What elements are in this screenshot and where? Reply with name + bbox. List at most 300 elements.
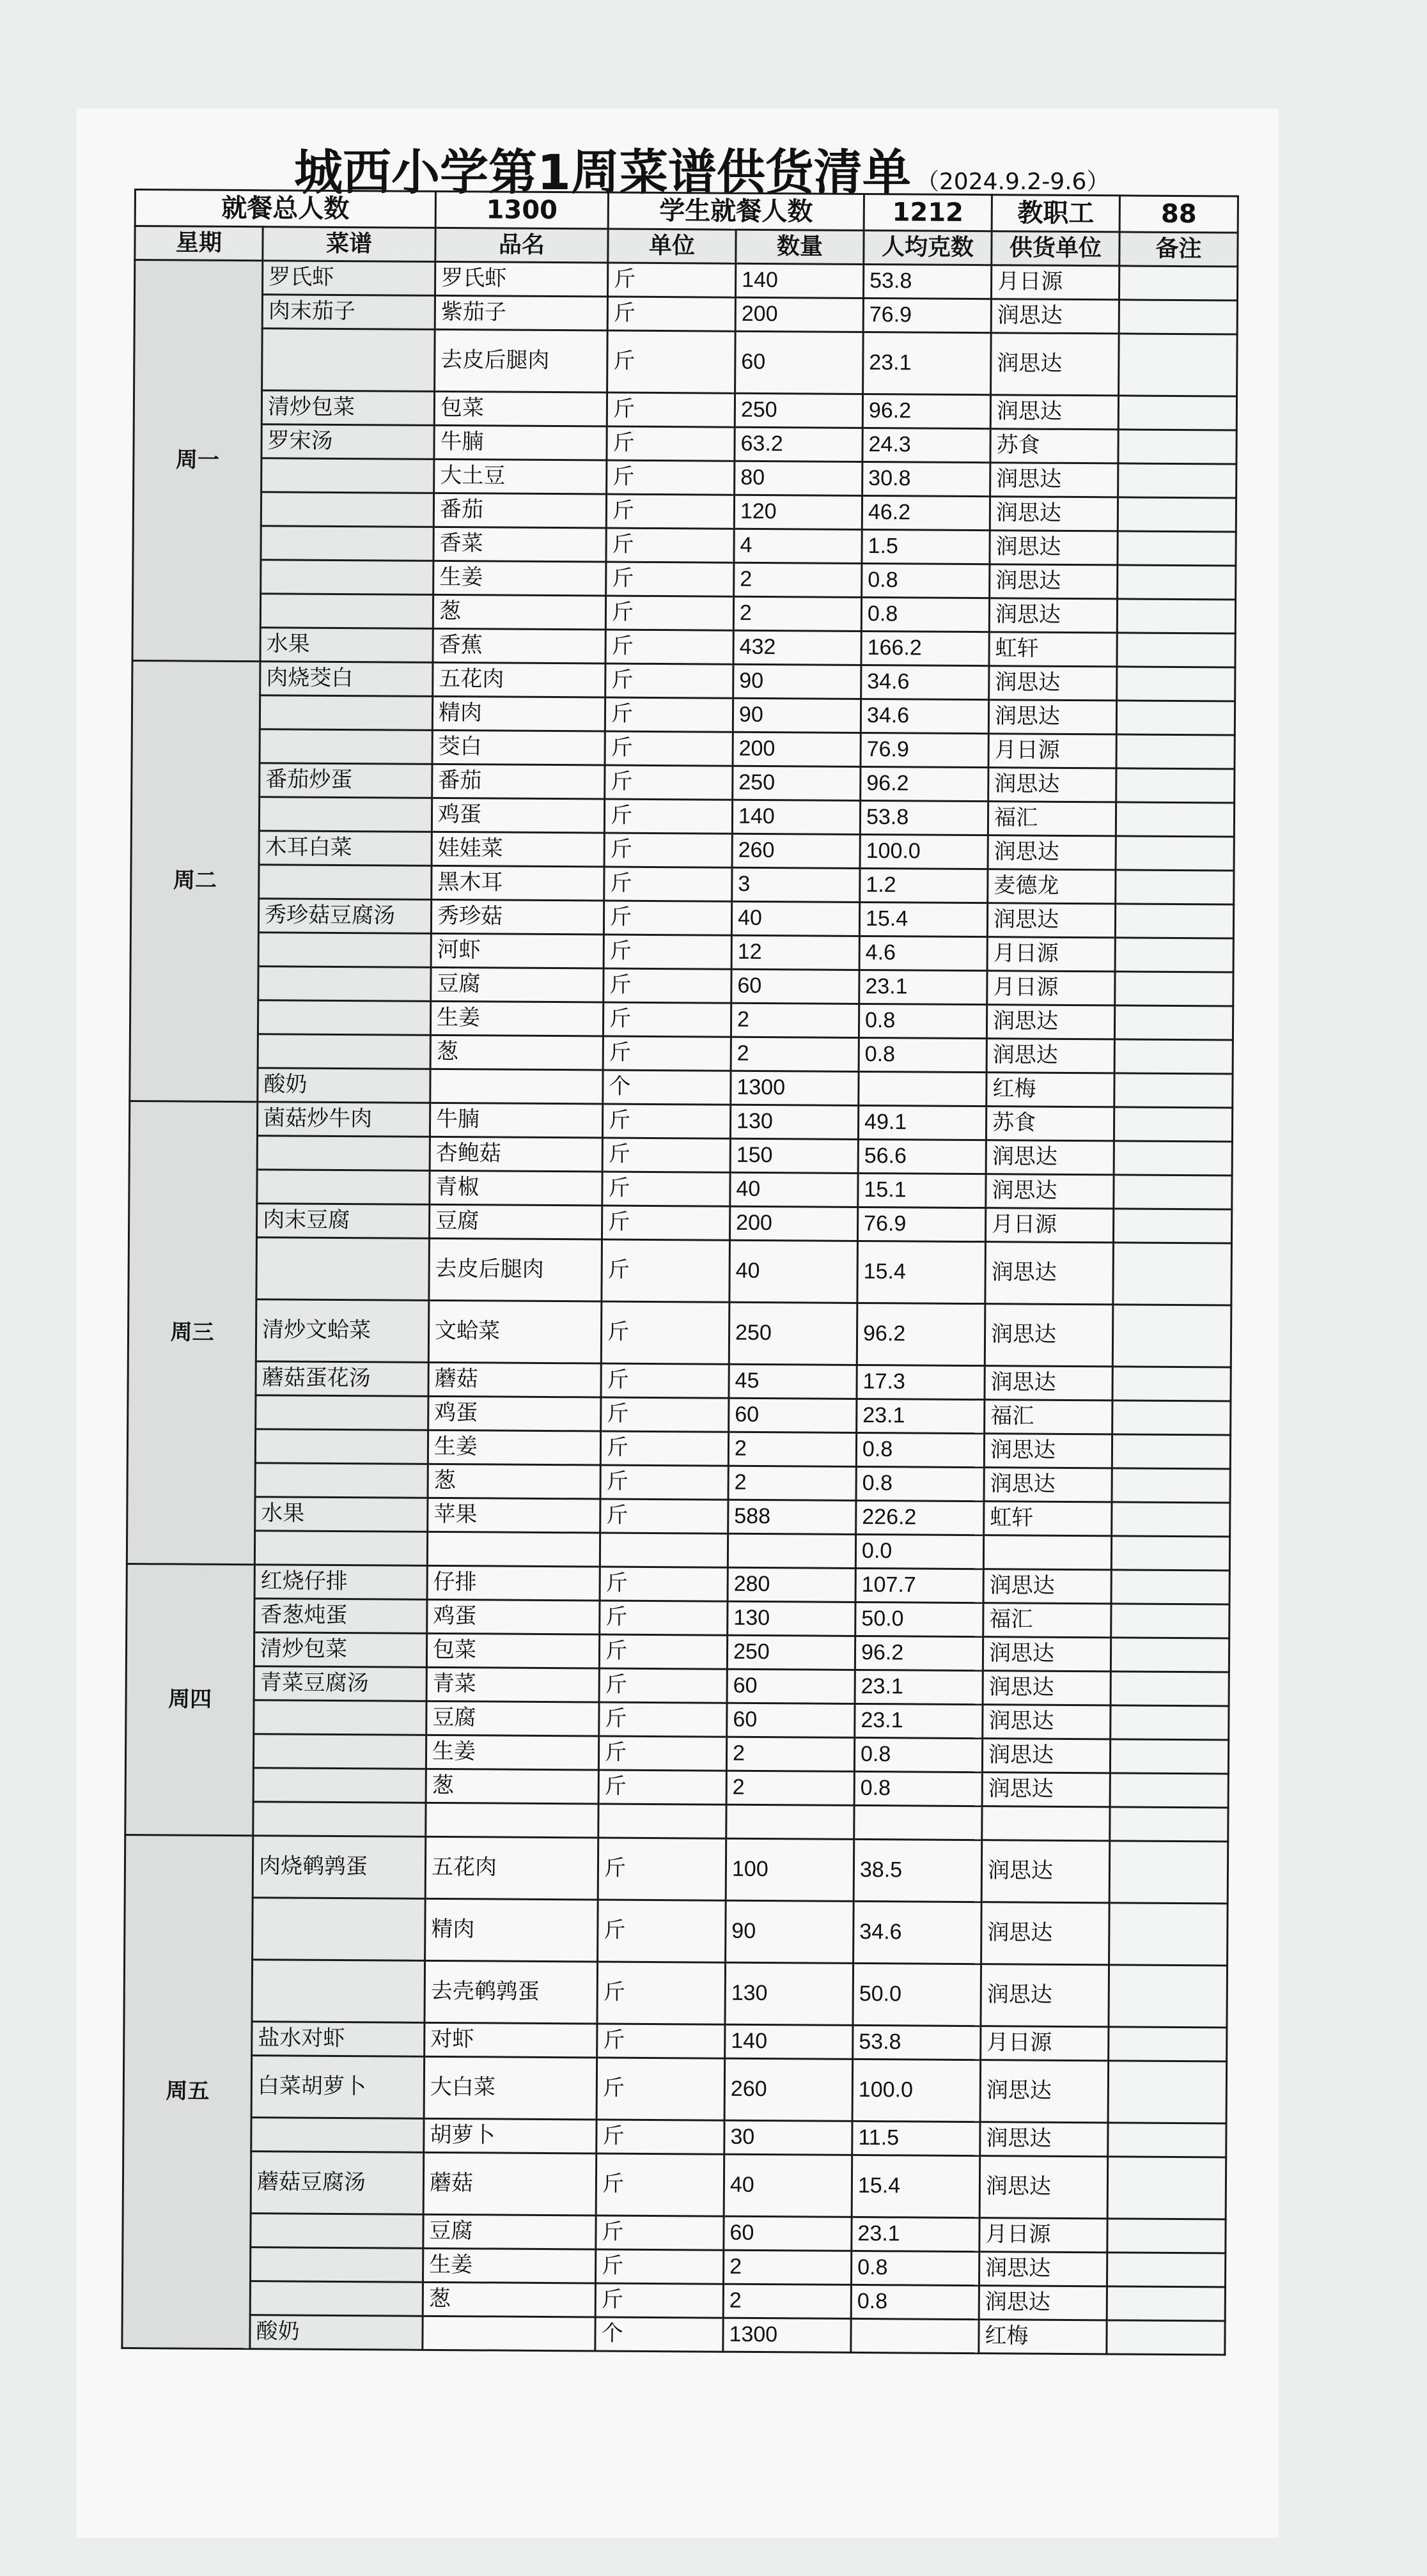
note-cell [1111,1672,1229,1706]
unit-cell: 斤 [606,562,734,596]
unit-cell: 斤 [599,1668,727,1703]
dish-cell [253,1734,426,1769]
total-diners-value: 1300 [435,191,608,229]
unit-cell: 斤 [602,1138,730,1172]
per-capita-cell: 34.6 [861,665,989,699]
unit-cell: 斤 [604,867,732,901]
supplier-cell: 润思达 [980,2122,1108,2157]
dish-cell [253,1898,426,1961]
item-cell: 葱 [426,1769,598,1804]
item-cell: 精肉 [432,696,605,731]
item-cell: 豆腐 [431,967,604,1002]
per-capita-cell: 15.4 [857,1241,986,1303]
note-cell [1114,1073,1233,1108]
dish-cell [261,492,433,527]
note-cell [1109,1903,1228,1966]
unit-cell: 斤 [596,2215,724,2250]
supplier-cell: 润思达 [990,531,1118,565]
weekday-cell: 周四 [125,1563,255,1835]
table-row [125,1897,1228,1966]
unit-cell: 斤 [602,1104,730,1138]
note-cell [1107,2157,1226,2219]
note-cell [1117,633,1235,667]
title-text: 城西小学第1周菜谱供货清单 [294,144,911,201]
per-capita-cell: 17.3 [857,1365,985,1399]
total-diners-label: 就餐总人数 [135,190,435,228]
header-quantity: 数量 [736,229,864,264]
item-cell: 苹果 [428,1498,600,1533]
per-capita-cell: 0.8 [851,2285,979,2319]
item-cell: 葱 [430,1035,603,1070]
item-cell: 大土豆 [434,459,607,494]
dish-cell [258,1034,430,1069]
unit-cell: 斤 [606,528,734,563]
supplier-cell: 润思达 [991,299,1119,334]
quantity-cell: 2 [723,2250,851,2285]
supplier-cell: 润思达 [988,835,1116,870]
note-cell [1111,1638,1229,1672]
note-cell [1110,1773,1228,1808]
item-cell: 五花肉 [425,1836,598,1900]
unit-cell: 斤 [607,330,736,393]
per-capita-cell: 96.2 [861,766,988,801]
dish-cell: 白菜胡萝卜 [251,2056,425,2119]
per-capita-cell: 0.8 [859,1004,986,1038]
supplier-cell: 润思达 [986,1174,1114,1209]
per-capita-cell: 96.2 [857,1303,985,1365]
note-cell [1119,334,1238,396]
supplier-cell: 润思达 [980,2060,1109,2123]
table-row [125,1835,1228,1904]
supplier-cell: 润思达 [981,1902,1110,1965]
header-weekday: 星期 [135,226,263,261]
supplier-cell: 月日源 [985,1208,1113,1243]
table-row [122,2314,1225,2355]
quantity-cell: 40 [731,901,859,936]
item-cell: 去皮后腿肉 [435,329,608,392]
table-row [129,1236,1232,1305]
unit-cell: 斤 [604,935,731,969]
quantity-cell: 60 [727,1703,855,1737]
quantity-cell: 1300 [731,1071,859,1105]
note-cell [1112,1502,1230,1537]
per-capita-cell: 23.1 [863,332,992,394]
item-cell: 茭白 [432,730,605,765]
quantity-cell: 12 [731,935,859,970]
quantity-cell: 280 [728,1567,855,1602]
item-cell: 仔排 [427,1565,600,1601]
per-capita-cell: 34.6 [861,699,988,733]
dish-cell [260,695,432,731]
per-capita-cell: 53.8 [863,264,991,299]
note-cell [1111,1604,1229,1638]
dish-cell: 红烧仔排 [254,1565,427,1600]
item-cell: 豆腐 [426,1701,599,1736]
supplier-cell: 麦德龙 [988,869,1116,904]
dish-cell [258,1000,430,1036]
per-capita-cell [859,1071,986,1106]
dish-cell: 蘑菇蛋花汤 [256,1362,428,1397]
supplier-cell: 润思达 [988,700,1116,734]
dish-cell [260,729,432,764]
quantity-cell: 130 [725,1962,854,2025]
weekday-cell: 周五 [122,1835,253,2348]
unit-cell: 斤 [598,1838,726,1900]
quantity-cell: 45 [729,1364,857,1399]
supplier-cell: 润思达 [981,1964,1109,2027]
unit-cell: 斤 [607,297,735,331]
per-capita-cell: 107.7 [855,1568,983,1602]
supplier-cell: 润思达 [989,666,1117,701]
unit-cell: 个 [603,1070,731,1105]
unit-cell: 个 [595,2317,723,2352]
supplier-cell: 润思达 [985,1366,1112,1401]
unit-cell: 斤 [607,392,735,427]
item-cell: 番茄 [432,764,605,799]
per-capita-cell: 50.0 [853,1963,981,2026]
note-cell [1114,1141,1232,1175]
per-capita-cell: 23.1 [852,2217,979,2251]
dish-cell [261,526,433,561]
table-row [124,1959,1228,2028]
per-capita-cell: 15.1 [858,1173,986,1207]
staff-label: 教职工 [992,195,1119,232]
quantity-cell: 30 [724,2120,852,2155]
header-per-capita: 人均克数 [864,230,992,265]
dish-cell [257,1136,430,1171]
header-notes: 备注 [1119,232,1238,267]
table-row [128,1298,1231,1367]
dish-cell [259,865,432,900]
dish-cell: 清炒文蛤菜 [256,1300,429,1363]
note-cell [1118,463,1236,498]
note-cell [1113,1209,1231,1243]
unit-cell: 斤 [607,263,735,297]
note-cell [1116,836,1234,871]
per-capita-cell: 0.8 [854,1737,982,1772]
note-cell [1115,938,1233,972]
item-cell: 娃娃菜 [432,832,604,867]
staff-value: 88 [1119,196,1238,233]
item-cell: 番茄 [433,493,606,528]
supplier-cell: 润思达 [985,1304,1113,1367]
quantity-cell: 1300 [723,2318,851,2352]
item-cell: 杏鲍菇 [430,1137,602,1172]
per-capita-cell: 0.8 [851,2251,979,2285]
per-capita-cell: 0.8 [856,1466,984,1501]
supplier-cell: 润思达 [988,768,1116,802]
supplier-cell: 月日源 [981,2026,1109,2061]
item-cell: 蘑菇 [423,2152,597,2215]
dish-cell: 肉末茄子 [262,295,435,330]
dish-cell [258,933,431,968]
note-cell [1114,1039,1233,1074]
item-cell: 香菜 [433,527,606,562]
note-cell [1111,1705,1229,1740]
dish-cell: 肉烧鹌鹑蛋 [253,1836,426,1899]
quantity-cell: 60 [727,1669,855,1703]
quantity-cell: 90 [733,698,861,733]
table-row [123,2054,1227,2123]
quantity-cell: 2 [728,1466,856,1500]
per-capita-cell: 24.3 [862,428,990,462]
dish-cell: 蘑菇豆腐汤 [251,2152,424,2215]
quantity-cell: 260 [732,834,860,868]
unit-cell: 斤 [598,1770,726,1804]
item-cell: 葱 [423,2282,595,2317]
unit-cell: 斤 [604,901,731,935]
item-cell: 蘑菇 [428,1362,601,1397]
item-cell: 生姜 [433,561,606,596]
unit-cell: 斤 [599,1702,727,1737]
supplier-cell: 润思达 [984,1468,1112,1502]
quantity-cell: 140 [725,2024,853,2059]
quantity-cell: 200 [735,297,863,332]
note-cell [1107,2286,1225,2321]
note-cell [1108,2061,1227,2123]
quantity-cell: 120 [734,495,862,529]
supplier-cell: 润思达 [986,1140,1114,1175]
unit-cell: 斤 [600,1499,728,1533]
per-capita-cell: 4.6 [859,936,987,970]
item-cell: 精肉 [425,1898,598,1962]
dish-cell [254,1531,427,1566]
note-cell [1119,300,1237,334]
note-cell [1116,734,1235,769]
unit-cell: 斤 [598,1900,726,1962]
supplier-cell: 润思达 [984,1434,1112,1468]
supplier-cell: 月日源 [979,2218,1107,2253]
dish-cell [253,1802,426,1837]
note-cell [1111,1536,1229,1571]
supplier-cell: 润思达 [983,1569,1111,1604]
supplier-cell [983,1535,1111,1570]
quantity-cell: 200 [729,1206,857,1241]
quantity-cell: 140 [732,800,860,834]
item-cell: 生姜 [428,1430,600,1465]
item-cell: 对虾 [425,2022,597,2058]
quantity-cell: 2 [731,1037,859,1071]
supplier-cell: 润思达 [991,333,1119,396]
per-capita-cell: 56.6 [858,1139,986,1174]
dish-cell [255,1463,428,1498]
supplier-cell: 月日源 [988,734,1116,768]
quantity-cell: 2 [733,596,861,631]
per-capita-cell: 100.0 [852,2059,981,2122]
dish-cell [251,2118,424,2153]
dish-cell [260,594,433,629]
note-cell [1109,1841,1228,1904]
note-cell [1118,430,1236,464]
supplier-cell: 苏食 [990,429,1118,463]
dish-cell [256,1238,430,1301]
item-cell: 生姜 [423,2248,596,2283]
quantity-cell: 40 [730,1172,858,1207]
unit-cell [598,1804,726,1838]
item-cell: 青菜 [426,1667,599,1702]
supplier-cell: 润思达 [986,1005,1114,1039]
note-cell [1116,768,1235,803]
supplier-cell: 润思达 [982,1773,1110,1807]
item-cell: 生姜 [430,1001,603,1036]
item-cell: 大白菜 [424,2056,597,2120]
note-cell [1119,266,1237,300]
note-cell [1109,1965,1228,2028]
note-cell [1118,396,1236,430]
quantity-cell: 432 [733,630,861,665]
item-cell: 生姜 [426,1735,598,1770]
per-capita-cell: 0.0 [855,1534,983,1569]
item-cell: 牛腩 [430,1103,602,1138]
unit-cell: 斤 [603,1036,731,1071]
item-cell: 去皮后腿肉 [429,1238,602,1301]
unit-cell: 斤 [602,1206,729,1240]
table-row [123,2150,1226,2219]
note-cell [1118,497,1236,532]
supplier-cell: 润思达 [990,463,1118,497]
supplier-cell: 红梅 [986,1073,1114,1107]
supplier-cell: 福汇 [985,1400,1112,1434]
per-capita-cell: 15.4 [859,902,987,936]
supplier-cell: 润思达 [983,1637,1111,1672]
dish-cell [258,966,431,1002]
item-cell: 秀珍菇 [431,899,604,935]
unit-cell: 斤 [600,1465,728,1500]
note-cell [1116,802,1234,837]
supplier-cell: 润思达 [990,564,1118,599]
per-capita-cell: 23.1 [859,970,987,1004]
unit-cell: 斤 [600,1431,728,1466]
item-cell: 包菜 [434,391,607,426]
quantity-cell: 250 [733,766,861,800]
item-cell: 文蛤菜 [428,1300,602,1363]
item-cell [430,1069,603,1104]
dish-cell [259,797,432,832]
quantity-cell: 60 [724,2216,852,2251]
note-cell [1118,531,1236,566]
dish-cell [261,458,434,493]
dish-cell: 肉烧茭白 [260,662,433,697]
unit-cell [600,1533,728,1567]
dish-cell [256,1395,428,1431]
quantity-cell: 2 [723,2284,851,2318]
supplier-cell: 润思达 [982,1739,1110,1773]
dish-cell: 罗宋汤 [261,424,434,460]
dish-cell [254,1700,426,1735]
supplier-cell: 润思达 [979,2156,1108,2219]
note-cell [1116,870,1234,904]
note-cell [1116,701,1235,735]
quantity-cell: 140 [735,263,863,298]
item-cell [423,2316,595,2351]
supplier-cell: 福汇 [988,802,1116,836]
supplier-cell: 润思达 [986,1039,1114,1073]
quantity-cell: 2 [731,1003,859,1037]
note-cell [1115,972,1233,1006]
quantity-cell: 250 [735,393,862,428]
dish-cell: 水果 [260,628,433,663]
quantity-cell: 60 [729,1398,857,1432]
dish-cell [251,2247,423,2283]
per-capita-cell [851,2318,979,2353]
supplier-cell: 润思达 [983,1705,1111,1739]
quantity-cell: 2 [726,1737,854,1771]
weekday-cell: 周三 [127,1101,257,1564]
quantity-cell: 130 [730,1105,858,1139]
unit-cell: 斤 [605,697,733,732]
unit-cell: 斤 [597,1962,726,2024]
quantity-cell [726,1804,854,1839]
per-capita-cell: 53.8 [853,2025,981,2060]
unit-cell: 斤 [604,968,731,1003]
item-cell: 五花肉 [433,662,605,697]
unit-cell: 斤 [600,1567,728,1601]
weekday-cell: 周二 [130,660,260,1101]
note-cell [1112,1367,1231,1401]
quantity-cell: 2 [728,1432,856,1466]
header-supplier: 供货单位 [992,231,1119,266]
item-cell: 牛腩 [434,425,607,460]
quantity-cell: 4 [734,529,862,563]
supplier-cell: 润思达 [979,2286,1107,2320]
quantity-cell: 40 [729,1240,858,1303]
per-capita-cell: 30.8 [862,462,990,496]
quantity-cell: 130 [728,1601,855,1636]
quantity-cell: 90 [733,664,861,699]
dish-cell: 酸奶 [250,2315,423,2350]
quantity-cell: 3 [732,867,860,902]
item-cell: 鸡蛋 [432,798,604,833]
per-capita-cell: 15.4 [852,2155,980,2217]
dish-cell [255,1429,428,1464]
dish-cell: 清炒包菜 [261,391,434,426]
supplier-cell: 润思达 [989,598,1117,633]
per-capita-cell: 1.2 [860,868,988,903]
quantity-cell: 80 [735,461,862,495]
per-capita-cell: 38.5 [854,1839,982,1902]
summary-row [135,190,1238,233]
unit-cell: 斤 [605,765,733,800]
note-cell [1113,1243,1232,1305]
note-cell [1115,904,1233,938]
dish-cell: 水果 [255,1497,428,1532]
unit-cell: 斤 [598,1736,726,1771]
per-capita-cell: 0.8 [862,563,990,598]
dish-cell: 青菜豆腐汤 [254,1666,426,1702]
unit-cell: 斤 [605,663,733,698]
quantity-cell: 40 [724,2154,852,2217]
note-cell [1110,1739,1228,1774]
unit-cell: 斤 [596,2153,724,2216]
note-cell [1107,2219,1226,2253]
per-capita-cell: 0.8 [859,1037,986,1072]
dish-cell: 香葱炖蛋 [254,1599,427,1634]
supplier-cell [982,1806,1110,1841]
per-capita-cell: 23.1 [855,1703,983,1738]
unit-cell: 斤 [602,1172,730,1206]
quantity-cell: 250 [729,1302,857,1365]
note-cell [1110,1807,1228,1842]
quantity-cell: 2 [726,1771,854,1805]
supplier-cell: 润思达 [983,1671,1111,1705]
note-cell [1114,1107,1232,1142]
dish-cell [252,1960,425,2023]
per-capita-cell: 96.2 [855,1636,983,1670]
item-cell: 河虾 [431,933,604,968]
unit-cell: 斤 [597,2120,724,2154]
per-capita-cell: 53.8 [860,800,988,835]
item-cell: 鸡蛋 [428,1396,601,1431]
